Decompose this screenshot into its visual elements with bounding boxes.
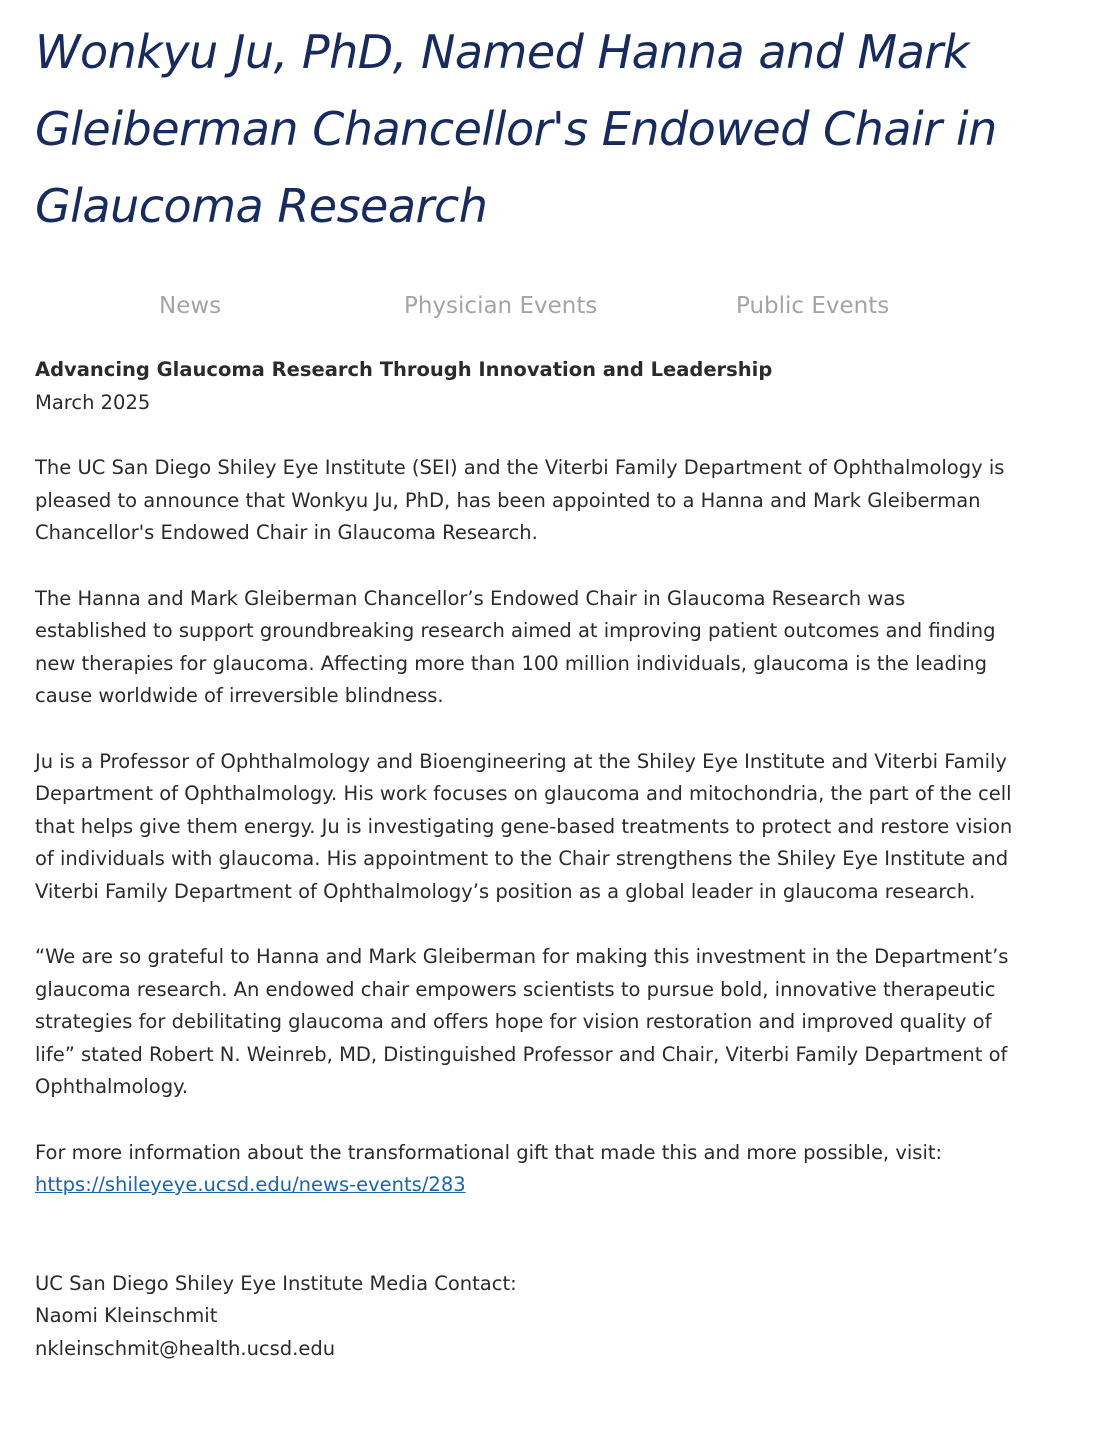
- article-body: [35, 354, 1015, 1365]
- tab-public-events[interactable]: Public Events: [736, 293, 890, 319]
- more-info-link[interactable]: https://shileyeye.ucsd.edu/news-events/283: [35, 1173, 466, 1196]
- tab-physician-events[interactable]: Physician Events: [404, 293, 598, 319]
- article-paragraph: The Hanna and Mark Gleiberman Chancellor’s Endowed Chair in Glaucoma Research was established to support groundbreaking research aimed at improving patient outcomes and finding new therapies for glaucoma. Affecting more than 100 million individuals, glaucoma is the leading cause worldwide of irreversible blindness.: [35, 586, 996, 707]
- tab-news[interactable]: News: [159, 293, 222, 319]
- article-subheading: Advancing Glaucoma Research Through Innovation and Leadership: [35, 358, 773, 381]
- article-paragraph: The UC San Diego Shiley Eye Institute (SEI) and the Viterbi Family Department of Ophthalmology is pleased to announce that Wonkyu Ju, PhD, has been appointed to a Hanna and Mark Gleiberman Chancellor's Endowed Chair in Glaucoma Research.: [35, 456, 1005, 544]
- media-contact-heading: UC San Diego Shiley Eye Institute Media Contact:: [35, 1271, 517, 1295]
- article-paragraph: Ju is a Professor of Ophthalmology and Bioengineering at the Shiley Eye Institute and Viterbi Family Department of Ophthalmology. His work focuses on glaucoma and mitochondria, the part of the cell that helps give them energy. Ju is investigating gene-based treatments to protect and restore vision of individuals with glaucoma. His appointment to the Chair strengthens the Shiley Eye Institute and Viterbi Family Department of Ophthalmology’s position as a global leader in glaucoma research.: [35, 749, 1013, 903]
- media-contact-email: nkleinschmit@health.ucsd.edu: [35, 1336, 336, 1360]
- more-info-paragraph: [35, 1137, 1015, 1202]
- media-contact: [35, 1268, 1015, 1366]
- page-container: [35, 0, 1085, 1365]
- media-contact-name: Naomi Kleinschmit: [35, 1304, 218, 1327]
- page-title: Wonkyu Ju, PhD, Named Hanna and Mark Gleiberman Chancellor's Endowed Chair in Glaucoma Research: [35, 25, 997, 233]
- article-quote-paragraph: “We are so grateful to Hanna and Mark Gleiberman for making this investment in the Department’s glaucoma research. An endowed chair empowers scientists to pursue bold, innovative therapeutic strategies for debilitating glaucoma and offers hope for vision restoration and improved quality of life” stated Robert N. Weinreb, MD, Distinguished Professor and Chair, Viterbi Family Department of Ophthalmology.: [35, 945, 1009, 1098]
- article-date: March 2025: [35, 390, 151, 414]
- section-tabs: [35, 293, 1085, 333]
- more-info-text: For more information about the transformational gift that made this and more possible, visit:: [35, 1140, 943, 1164]
